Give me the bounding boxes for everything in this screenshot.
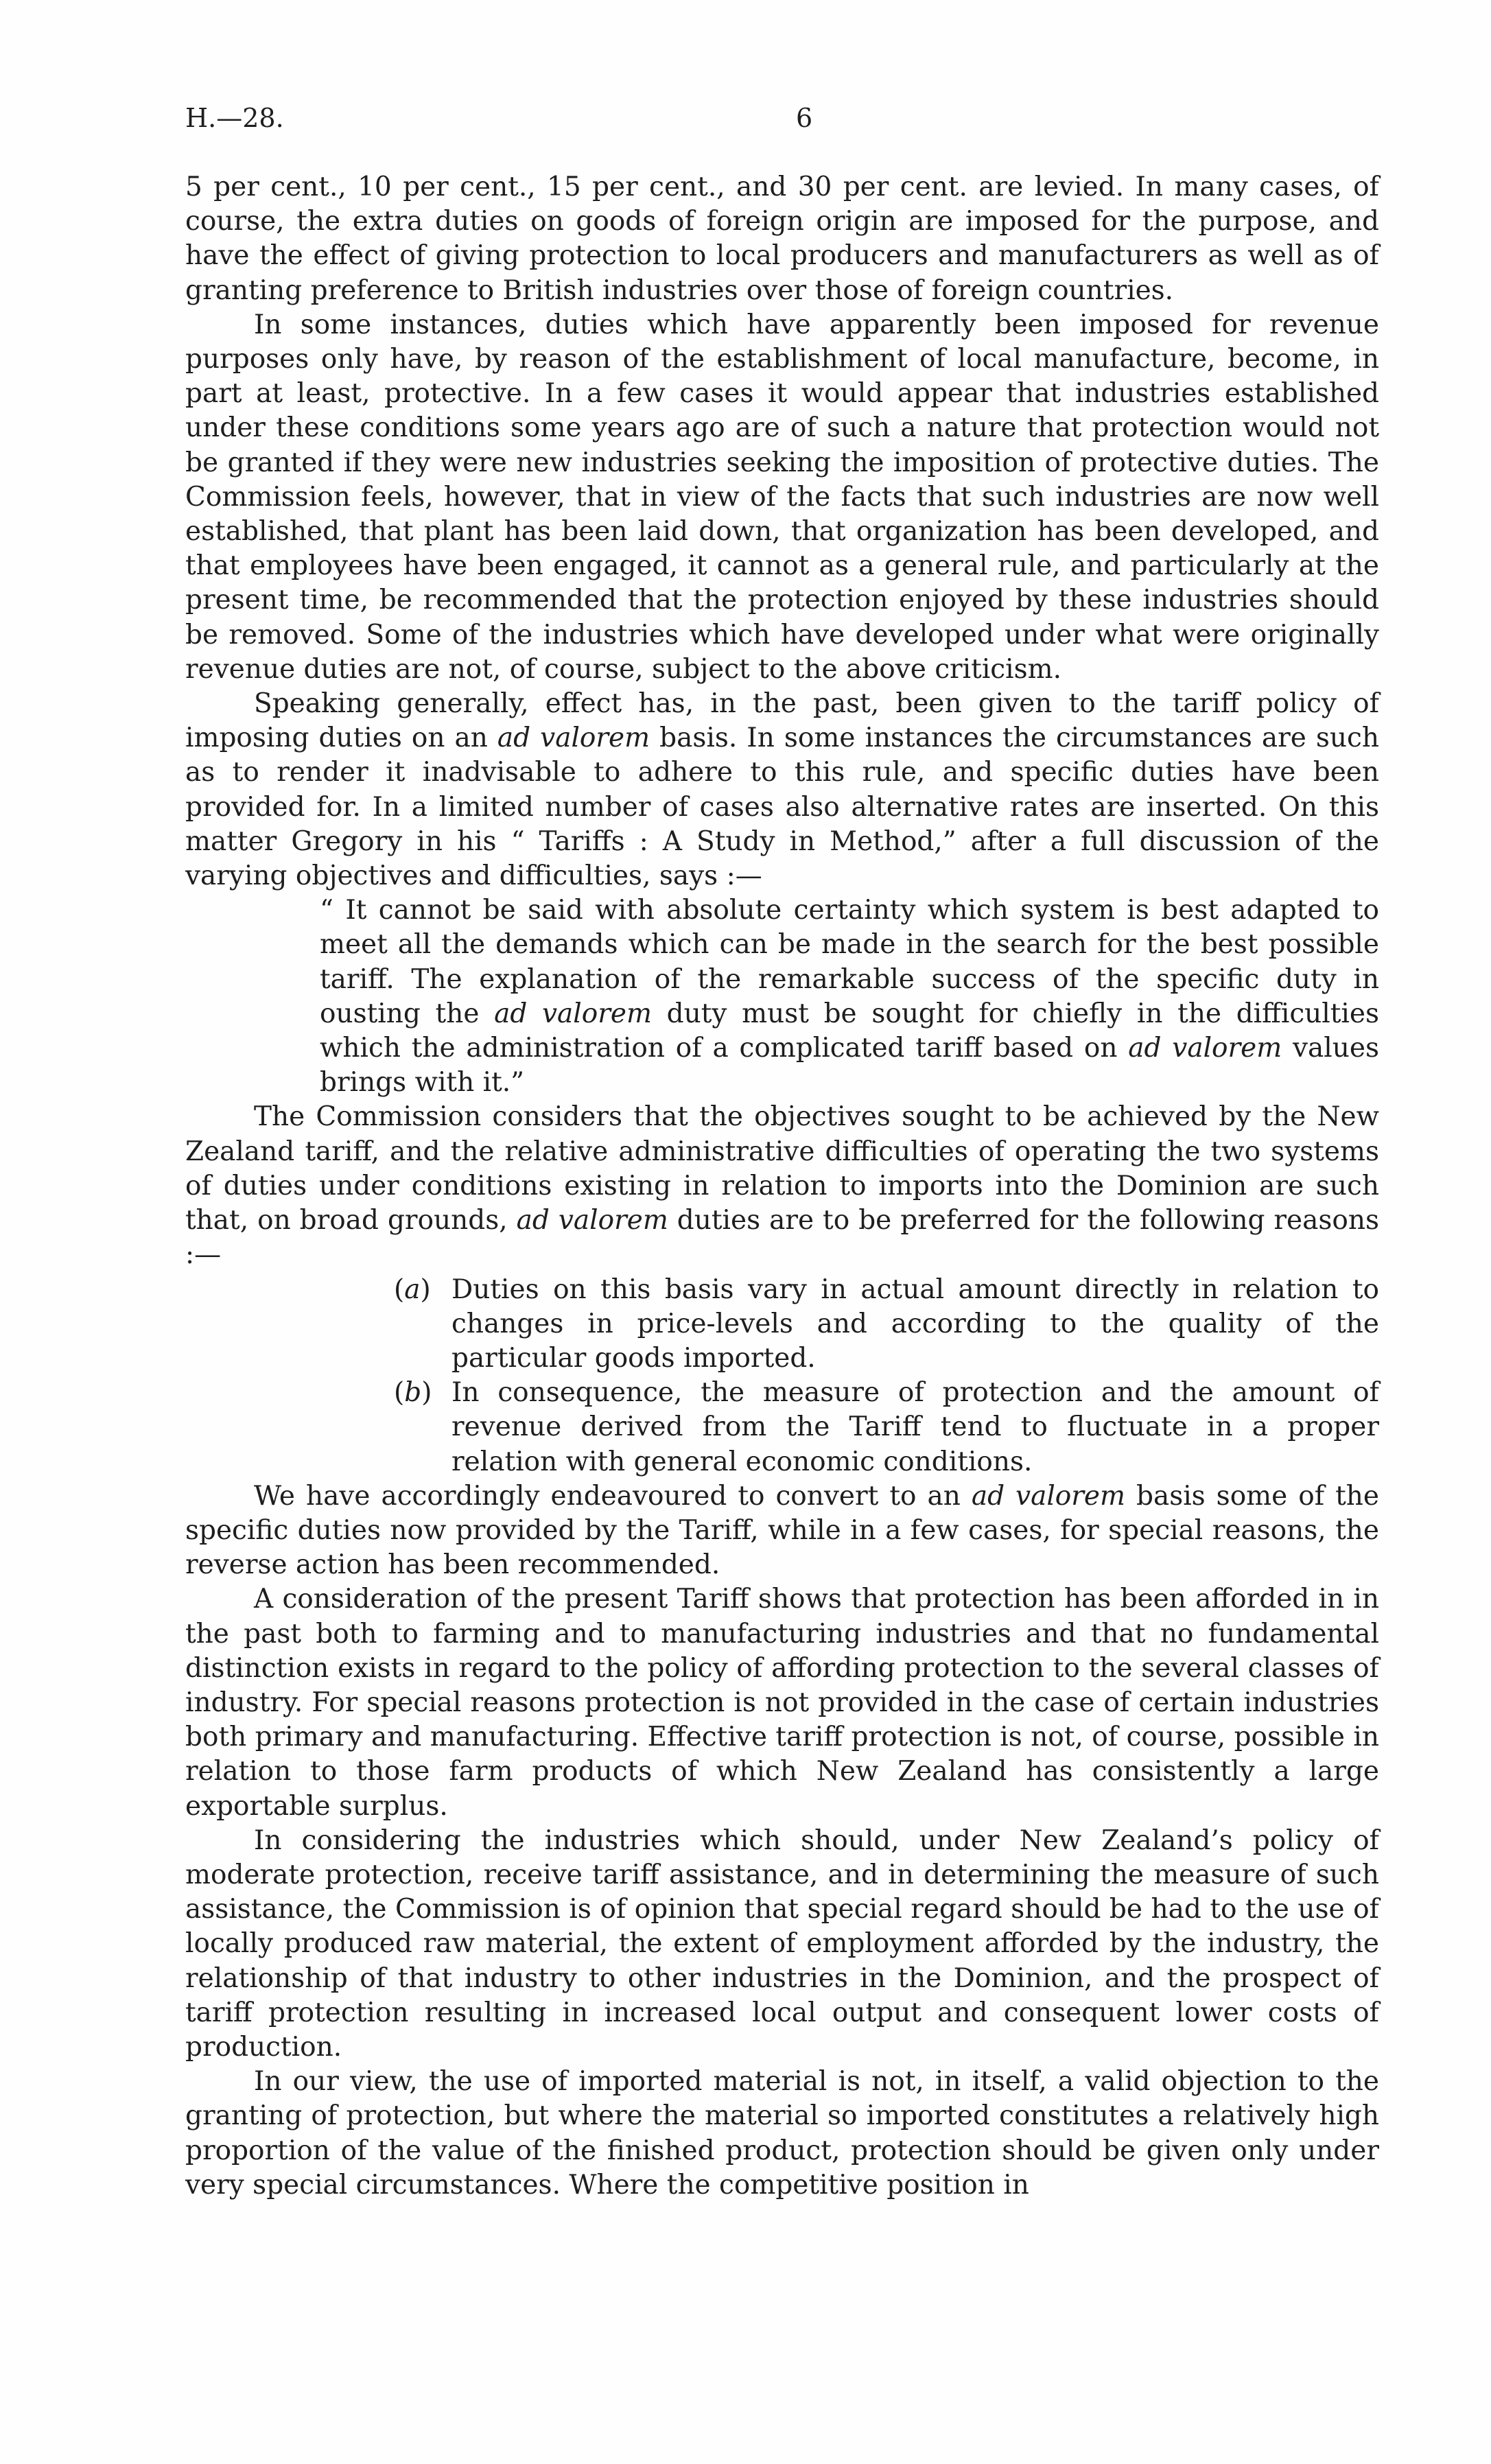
label-letter: a (404, 1274, 421, 1305)
list-item-label (394, 1273, 431, 1307)
paragraph-text: A consideration of the present Tariff shows that protection has been afforded in in the past both to farming and to manufacturing industries and that no fundamental distinction exists in regard to the policy of affording protection to the several classes of industry. For special reasons protection is not provided in the case of certain industries both primary and manufacturing. Effective tariff protection is not, of course, possible in relation to those farm products of which New Zealand has consistently a large exportable surplus. (185, 1584, 1379, 1822)
paragraph-moderate-protection (185, 1824, 1379, 2065)
label-bracket: ) (420, 1274, 431, 1305)
paragraph-imported-material (185, 2065, 1379, 2203)
quote-text: values brings with it.” (320, 1033, 1379, 1099)
italic-term: ad valorem (494, 998, 652, 1029)
paragraph-text: 5 per cent., 10 per cent., 15 per cent., and 30 per cent. are levied. In many cases, of course, the extra duties on goods of foreign origin are imposed for the purpose, and have the effect of giving protection to local producers and manufacturers as well as of granting preference to British industries over those of foreign countries. (185, 172, 1379, 306)
page-header (185, 103, 1379, 144)
paragraph-convert-ad-valorem (185, 1479, 1379, 1583)
paragraph-present-tariff (185, 1582, 1379, 1823)
label-bracket: ( (394, 1377, 405, 1409)
document-body (185, 170, 1379, 2203)
list-item-text: In consequence, the measure of protection and the amount of revenue derived from the Tariff tend to fluctuate in a proper relation with general economic conditions. (451, 1377, 1379, 1477)
paragraph-text: In our view, the use of imported material is not, in itself, a valid objection to the granting of protection, but where the material so imported constitutes a relatively high proportion of the value of the finished product, protection should be given only under very special circumstances. Where the competitive position in (185, 2066, 1379, 2201)
italic-term: ad valorem (497, 723, 650, 754)
italic-term: ad valorem (971, 1480, 1125, 1512)
paragraph-revenue-duties (185, 308, 1379, 687)
label-bracket: ( (394, 1274, 405, 1305)
paragraph-commission-considers (185, 1100, 1379, 1272)
paragraph-text: basis some of the specific duties now provided by the Tariff, while in a few cases, for special reasons, the reverse action has been recommended. (185, 1480, 1379, 1581)
paragraph-text: Speaking generally, effect has, in the past, been given to the tariff policy of imposing duties on an (185, 688, 1379, 754)
paragraph-text: In some instances, duties which have apparently been imposed for revenue purposes only have, by reason of the establishment of local manufacture, become, in part at least, protective. In a few cases it would appear that industries established under these conditions some years ago are of such a nature that protection would not be granted if they were new industries seeking the imposition of protective duties. The Commission feels, however, that in view of the facts that such industries are now well established, that plant has been laid down, that organization has been developed, and that employees have been engaged, it cannot as a general rule, and particularly at the present time, be recommended that the protection enjoyed by these industries should be removed. Some of the industries which have developed under what were originally revenue duties are not, of course, subject to the above criticism. (185, 309, 1379, 685)
label-letter: b (404, 1377, 422, 1409)
paragraph-text: basis. In some instances the circumstances are such as to render it inadvisable to adhere to this rule, and specific duties have been provided for. In a limited number of cases also alternative rates are inserted. On this matter Gregory in his “ Tariffs : A Study in Method,” after a full discussion of the varying objectives and difficulties, says :— (185, 723, 1379, 892)
italic-term: ad valorem (516, 1205, 668, 1236)
label-bracket: ) (421, 1377, 432, 1409)
document-reference: H.—28. (185, 103, 284, 133)
list-item-label (394, 1376, 432, 1410)
list-item-b (394, 1376, 1379, 1479)
paragraph-text: duties are to be preferred for the following reasons :— (185, 1205, 1379, 1271)
paragraph-text: The Commission considers that the objectives sought to be achieved by the New Zealand tariff, and the relative administrative difficulties of operating the two systems of duties under conditions existing in relation to imports into the Dominion are such that, on broad grounds, (185, 1101, 1379, 1236)
block-quote-gregory (320, 893, 1379, 1100)
page-number: 6 (796, 103, 813, 133)
paragraph-text: We have accordingly endeavoured to convert to an (254, 1480, 972, 1512)
quote-text: duty must be sought for chiefly in the difficulties which the administration of a complicated tariff based on (320, 998, 1379, 1064)
list-item-a (394, 1273, 1379, 1376)
paragraph-ad-valorem-policy (185, 687, 1379, 893)
paragraph-text: In considering the industries which should, under New Zealand’s policy of moderate protection, receive tariff assistance, and in determining the measure of such assistance, the Commission is of opinion that special regard should be had to the use of locally produced raw material, the extent of employment afforded by the industry, the relationship of that industry to other industries in the Dominion, and the prospect of tariff protection resulting in increased local output and consequent lower costs of production. (185, 1824, 1379, 2063)
italic-term: ad valorem (1128, 1033, 1282, 1064)
paragraph-continuation (185, 170, 1379, 308)
quote-text: “ It cannot be said with absolute certainty which system is best adapted to meet all the demands which can be made in the search for the best possible tariff. The explanation of the remarkable success of the specific duty in ousting the (320, 895, 1379, 1029)
list-item-text: Duties on this basis vary in actual amount directly in relation to changes in price-levels and according to the quality of the particular goods imported. (451, 1274, 1379, 1374)
